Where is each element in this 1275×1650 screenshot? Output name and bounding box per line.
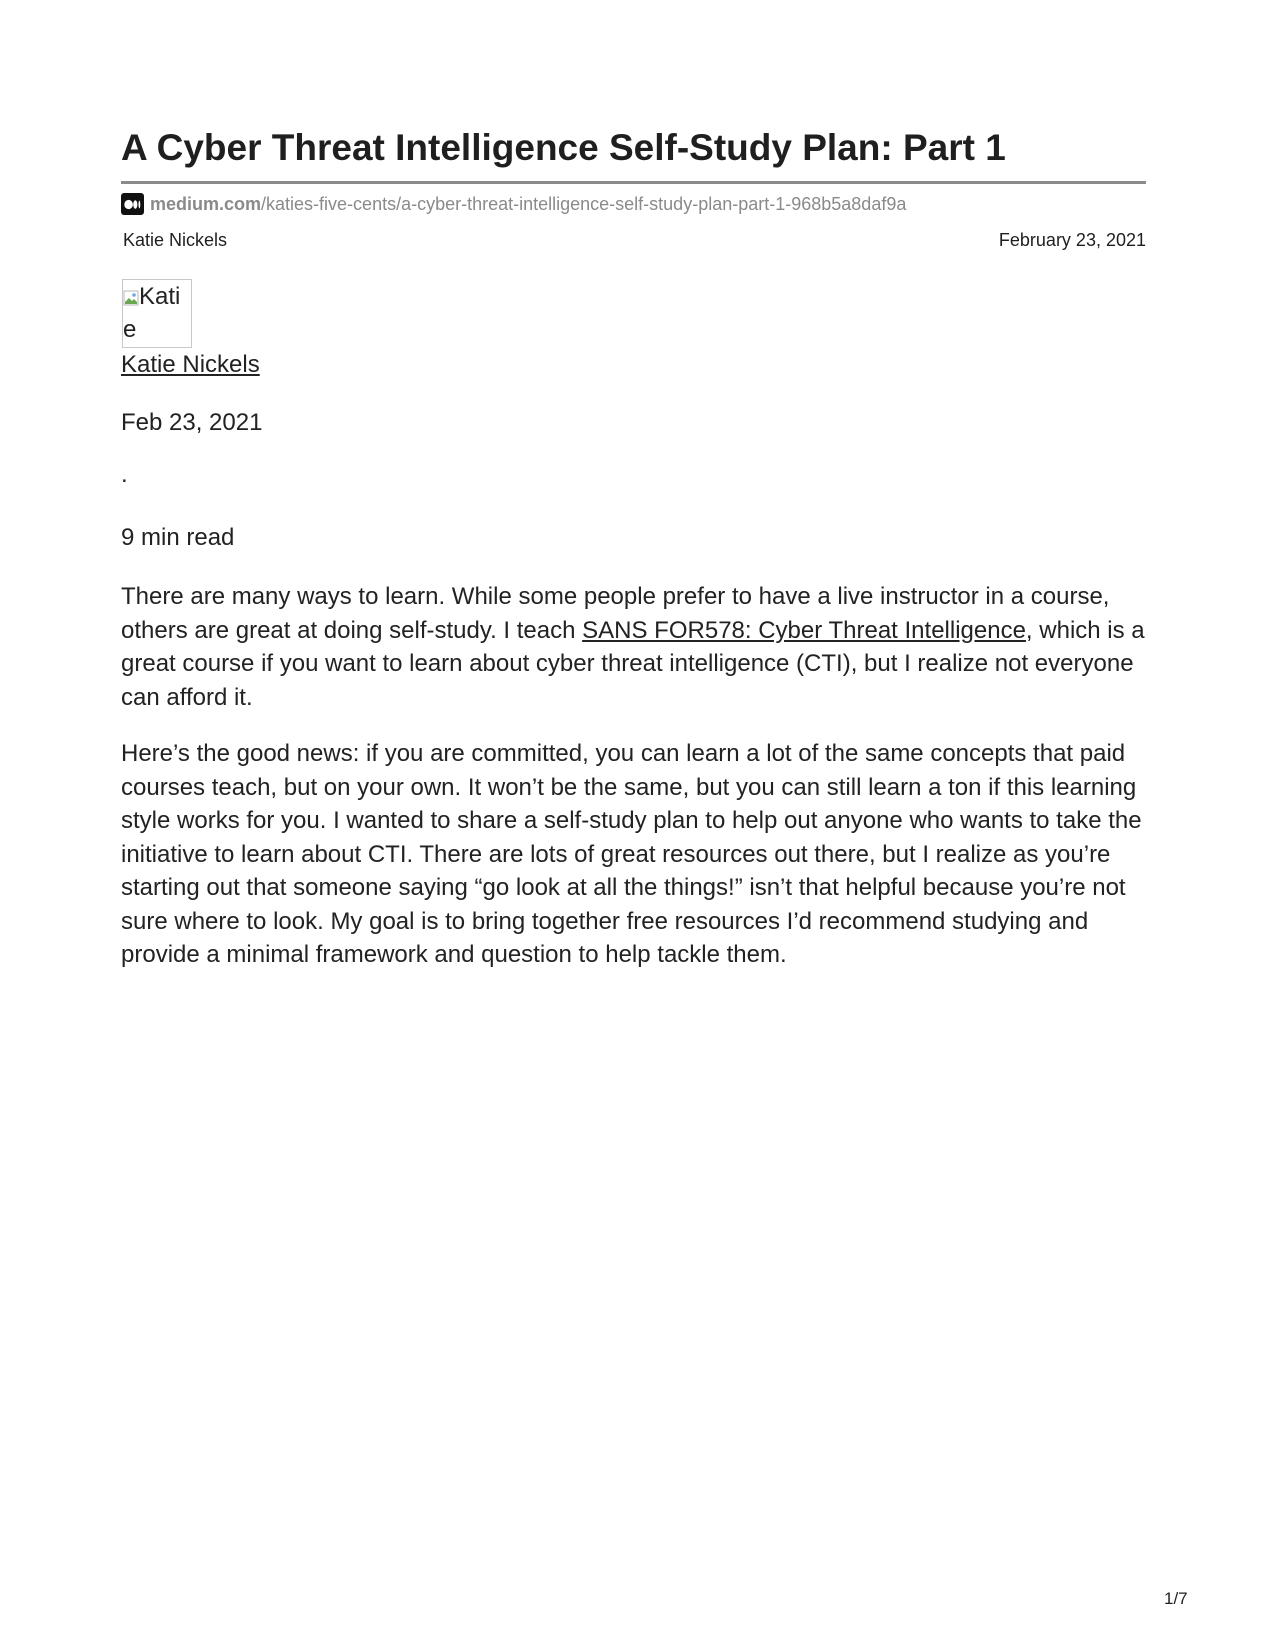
source-url[interactable] — [121, 192, 906, 216]
source-path: /katies-five-cents/a-cyber-threat-intelligence-self-study-plan-part-1-968b5a8daf9a — [261, 193, 907, 214]
author-link[interactable]: Katie Nickels — [121, 351, 260, 378]
page-number: 1/7 — [1164, 1589, 1188, 1608]
paragraph-intro-end: , which is a great course if you want to learn about cyber threat intelligence (CTI), but I realize not everyone can afford it. — [121, 616, 1145, 711]
separator-dot: . — [121, 461, 128, 488]
read-time: 9 min read — [121, 524, 235, 551]
post-date: Feb 23, 2021 — [121, 409, 263, 436]
author-avatar — [122, 279, 192, 348]
paragraph-good-news: Here’s the good news: if you are committed, you can learn a lot of the same concepts that paid courses teach, but on your own. It won’t be the same, but you can still learn a ton if this learning style works for you. I wanted to share a self-study plan to help out anyone who wants to take the initiative to learn about CTI. There are lots of great resources out there, but I realize as you’re starting out that someone saying “go look at all the things!” isn’t that helpful because you’re not sure where to look. My goal is to bring together free resources I’d recommend studying and provide a minimal framework and question to help tackle them. — [121, 740, 1142, 968]
meta-author: Katie Nickels — [123, 230, 228, 250]
medium-icon — [121, 193, 144, 215]
broken-image-icon — [123, 290, 139, 306]
avatar-alt-text: Katie — [123, 283, 181, 343]
paragraph-intro — [121, 580, 1146, 714]
article-title: A Cyber Threat Intelligence Self-Study Plan: Part 1 — [121, 127, 1006, 168]
sans-course-link[interactable]: SANS FOR578: Cyber Threat Intelligence — [582, 616, 1026, 644]
source-domain: medium.com — [150, 193, 262, 214]
meta-date: February 23, 2021 — [998, 230, 1146, 250]
title-divider — [121, 181, 1146, 184]
paragraph-intro-start: There are many ways to learn. While some people prefer to have a live instructor in a course, others are great at doing self-study. I teach — [121, 583, 1110, 644]
